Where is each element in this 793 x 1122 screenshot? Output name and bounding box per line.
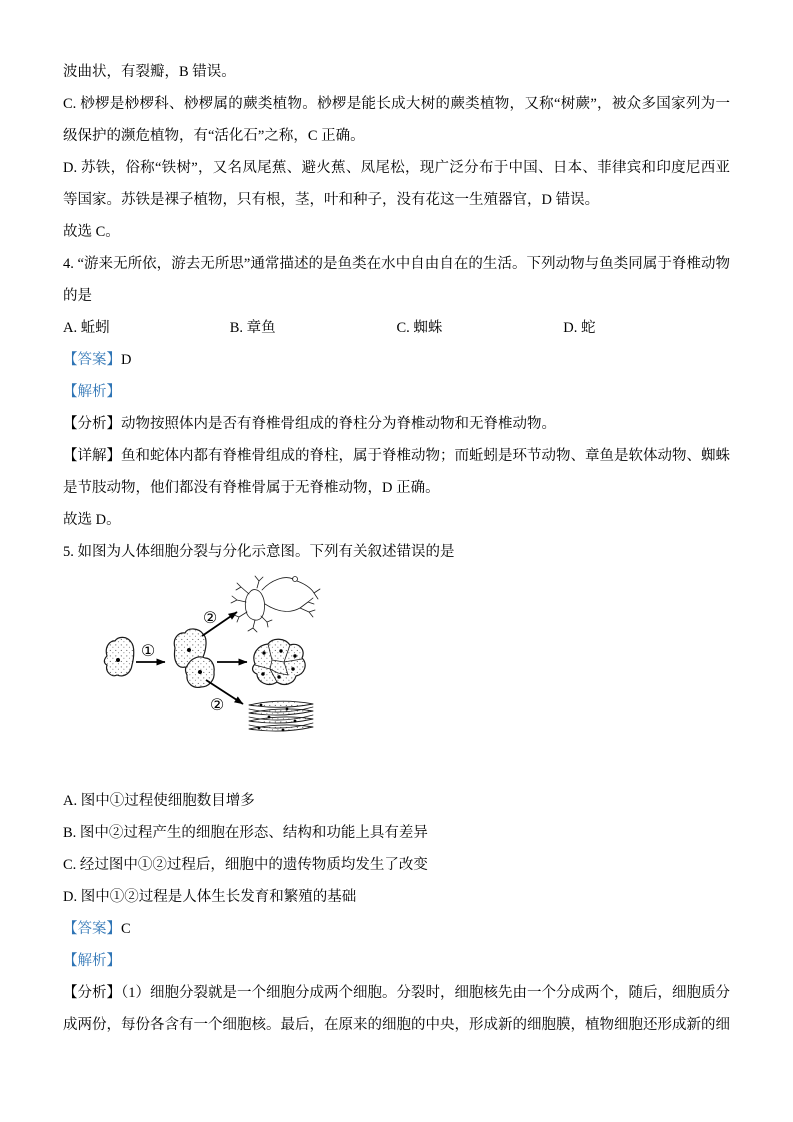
q4-stem: 4. “游来无所依，游去无所思”通常描述的是鱼类在水中自由自在的生活。下列动物与鱼类同属于脊椎动物的是 <box>63 256 730 304</box>
q5-option-b: B. 图中②过程产生的细胞在形态、结构和功能上具有差异 <box>63 825 428 841</box>
q5-answer-value: C <box>121 921 131 937</box>
q5-explain-label: 【解析】 <box>63 953 121 969</box>
stem-cell-icon <box>104 637 133 676</box>
dividing-cells-icon <box>174 629 214 687</box>
q5-stem: 5. 如图为人体细胞分裂与分化示意图。下列有关叙述错误的是 <box>63 544 455 560</box>
q5-option-c: C. 经过图中①②过程后，细胞中的遗传物质均发生了改变 <box>63 857 428 873</box>
q4-options-row <box>63 312 730 344</box>
muscle-fibers-icon <box>249 701 313 731</box>
tissue-cells-icon <box>253 639 306 684</box>
diagram-step2-bottom-label: ② <box>209 695 225 714</box>
cell-division-diagram-block <box>63 568 730 785</box>
q5-answer-line <box>63 913 730 945</box>
q4-answer-label: 【答案】 <box>63 352 121 368</box>
q4-explain-line <box>63 376 730 408</box>
q5-option-a: A. 图中①过程使细胞数目增多 <box>63 793 255 809</box>
q4-option-c: C. 蜘蛛 <box>396 320 443 336</box>
q4-conclusion: 故选 D。 <box>63 512 121 528</box>
q4-analysis: 【分析】动物按照体内是否有脊椎骨组成的脊柱分为脊椎动物和无脊椎动物。 <box>63 416 556 432</box>
diagram-step1-label: ① <box>140 641 156 660</box>
q4-option-a: A. 蚯蚓 <box>63 320 110 336</box>
neuron-icon <box>231 576 320 632</box>
diagram-step2-top-label: ② <box>202 608 218 627</box>
q4-option-d: D. 蛇 <box>563 320 596 336</box>
q4-answer-value: D <box>121 352 132 368</box>
q5-option-d: D. 图中①②过程是人体生长发育和繁殖的基础 <box>63 889 357 905</box>
q3-option-c-analysis: C. 桫椤是桫椤科、桫椤属的蕨类植物。桫椤是能长成大树的蕨类植物，又称“树蕨”，被众多国家列为一级保护的濒危植物，有“活化石”之称，C 正确。 <box>63 96 730 144</box>
q4-explain-label: 【解析】 <box>63 384 121 400</box>
q5-answer-label: 【答案】 <box>63 921 121 937</box>
q3-option-d-analysis: D. 苏铁，俗称“铁树”，又名凤尾蕉、避火蕉、凤尾松，现广泛分布于中国、日本、菲律宾和印度尼西亚等国家。苏铁是裸子植物，只有根，茎，叶和种子，没有花这一生殖器官，D 错误。 <box>63 160 730 208</box>
document-content <box>63 56 730 1041</box>
q4-answer-line <box>63 344 730 376</box>
cell-division-diagram <box>87 572 325 744</box>
q4-option-b: B. 章鱼 <box>229 320 276 336</box>
q3-conclusion: 故选 C。 <box>63 224 120 240</box>
q3-line-wave: 波曲状，有裂瓣，B 错误。 <box>63 64 236 80</box>
q5-analysis-part1: 【分析】（1）细胞分裂就是一个细胞分成两个细胞。分裂时，细胞核先由一个分成两个，随后，细胞质分成两份，每份各含有一个细胞核。最后，在原来的细胞的中央，形成新的细胞膜，植物细胞还形成新的细 <box>63 985 730 1033</box>
q4-detail: 【详解】鱼和蛇体内都有脊椎骨组成的脊柱，属于脊椎动物；而蚯蚓是环节动物、章鱼是软体动物、蜘蛛是节肢动物，他们都没有脊椎骨属于无脊椎动物，D 正确。 <box>63 448 730 496</box>
q5-explain-line <box>63 945 730 977</box>
